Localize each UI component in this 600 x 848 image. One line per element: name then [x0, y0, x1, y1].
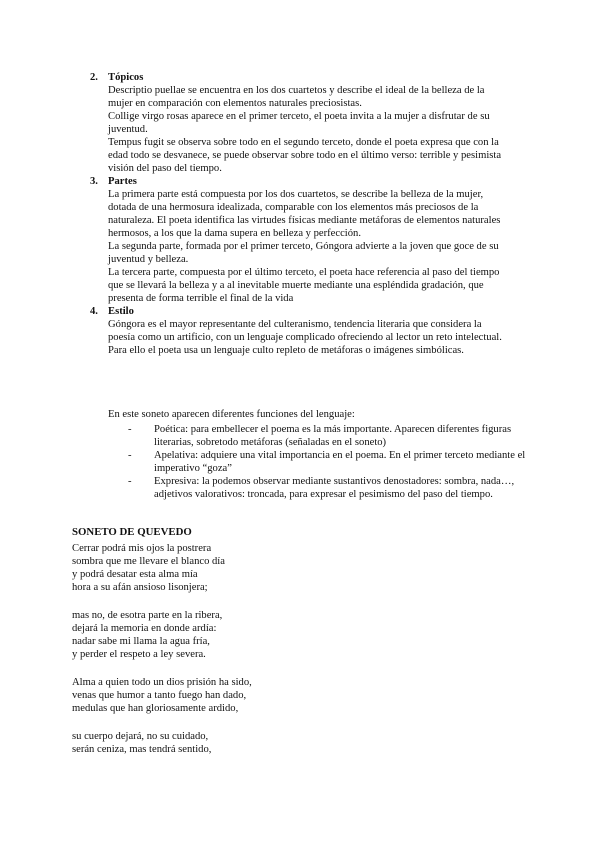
functions-list [108, 423, 528, 501]
paragraph: La tercera parte, compuesta por el último terceto, el poeta hace referencia al paso del tiempo que se llevará la belleza y a al inevitable muerte mediante una espléndida gradación, que presenta de forma terrible el final de la vida [108, 267, 500, 304]
section-number: 4. [90, 306, 98, 317]
stanza [72, 676, 472, 715]
section-partes [90, 175, 510, 305]
verse-line: hora a su afán ansioso lisonjera; [72, 582, 208, 593]
stanza [72, 730, 472, 756]
verse-line: y perder el respeto a ley severa. [72, 649, 206, 660]
paragraph: Tempus fugit se observa sobre todo en el segundo terceto, donde el poeta expresa que con la edad todo se desvanece, se puede observar sobre todo en el último verso: terrible y pesimista visión del paso del tiempo. [108, 137, 502, 174]
section-estilo [90, 305, 510, 357]
paragraph: Góngora es el mayor representante del culteranismo, tendencia literaria que considera la poesía como un artificio, con un lenguaje complicado ofreciendo al lector un reto intelectual. Para ello el poeta usa un lenguaje culto repleto de metáforas o imágenes simbólicas. [108, 319, 502, 356]
verse-line: su cuerpo dejará, no su cuidado, [72, 731, 209, 742]
functions-intro: En este soneto aparecen diferentes funciones del lenguaje: [108, 409, 355, 420]
section-number: 2. [90, 72, 98, 83]
section-heading [90, 71, 510, 84]
list-bullet: - [128, 450, 132, 461]
verse-line: y podrá desatar esta alma mía [72, 569, 198, 580]
verse-line: mas no, de esotra parte en la ribera, [72, 610, 223, 621]
verse-line: sombra que me llevare el blanco día [72, 556, 225, 567]
poem-title: SONETO DE QUEVEDO [72, 526, 192, 538]
verse-line: Alma a quien todo un dios prisión ha sido, [72, 677, 252, 688]
list-item [108, 449, 528, 475]
paragraph: La segunda parte, formada por el primer terceto, Góngora advierte a la joven que goce de su juventud y belleza. [108, 241, 499, 265]
section-body [108, 188, 510, 305]
numbered-sections [90, 71, 510, 357]
list-item-text: Expresiva: la podemos observar mediante sustantivos denostadores: sombra, nada…, adjetivos valorativos: troncada, para expresar el pesimismo del paso del tiempo. [154, 476, 515, 500]
list-item [108, 423, 528, 449]
poem [72, 542, 472, 771]
list-item-text: Poética: para embellecer el poema es la más importante. Aparecen diferentes figuras literarias, sobretodo metáforas (señaladas en el soneto) [154, 424, 512, 448]
verse-line: medulas que han gloriosamente ardido, [72, 703, 239, 714]
section-topicos [90, 71, 510, 175]
section-title: Estilo [108, 306, 134, 317]
section-title: Partes [108, 176, 137, 187]
section-body [108, 318, 510, 357]
paragraph: Descriptio puellae se encuentra en los dos cuartetos y describe el ideal de la belleza de la mujer en comparación con elementos naturales preciosistas. [108, 85, 485, 109]
stanza [72, 542, 472, 594]
section-heading [90, 305, 510, 318]
section-number: 3. [90, 176, 98, 187]
section-body [108, 84, 510, 175]
stanza [72, 609, 472, 661]
paragraph: Collige virgo rosas aparece en el primer terceto, el poeta invita a la mujer a disfrutar de su juventud. [108, 111, 490, 135]
verse-line: nadar sabe mi llama la agua fría, [72, 636, 210, 647]
section-heading [90, 175, 510, 188]
list-bullet: - [128, 424, 132, 435]
list-item [108, 475, 528, 501]
verse-line: dejará la memoria en donde ardía: [72, 623, 217, 634]
list-item-text: Apelativa: adquiere una vital importancia en el poema. En el primer terceto mediante el imperativo “goza” [154, 450, 526, 474]
verse-line: venas que humor a tanto fuego han dado, [72, 690, 247, 701]
verse-line: Cerrar podrá mis ojos la postrera [72, 543, 212, 554]
list-bullet: - [128, 476, 132, 487]
paragraph: La primera parte está compuesta por los dos cuartetos, se describe la belleza de la mujer, dotada de una hermosura idealizada, comparable con los elementos más preciosos de la naturaleza. El poeta identifica las virtudes físicas mediante metáforas de elementos naturales hermosos, a los que la dama supera en belleza y perfección. [108, 189, 501, 239]
verse-line: serán ceniza, mas tendrá sentido, [72, 744, 212, 755]
section-title: Tópicos [108, 72, 144, 83]
language-functions [108, 408, 528, 501]
